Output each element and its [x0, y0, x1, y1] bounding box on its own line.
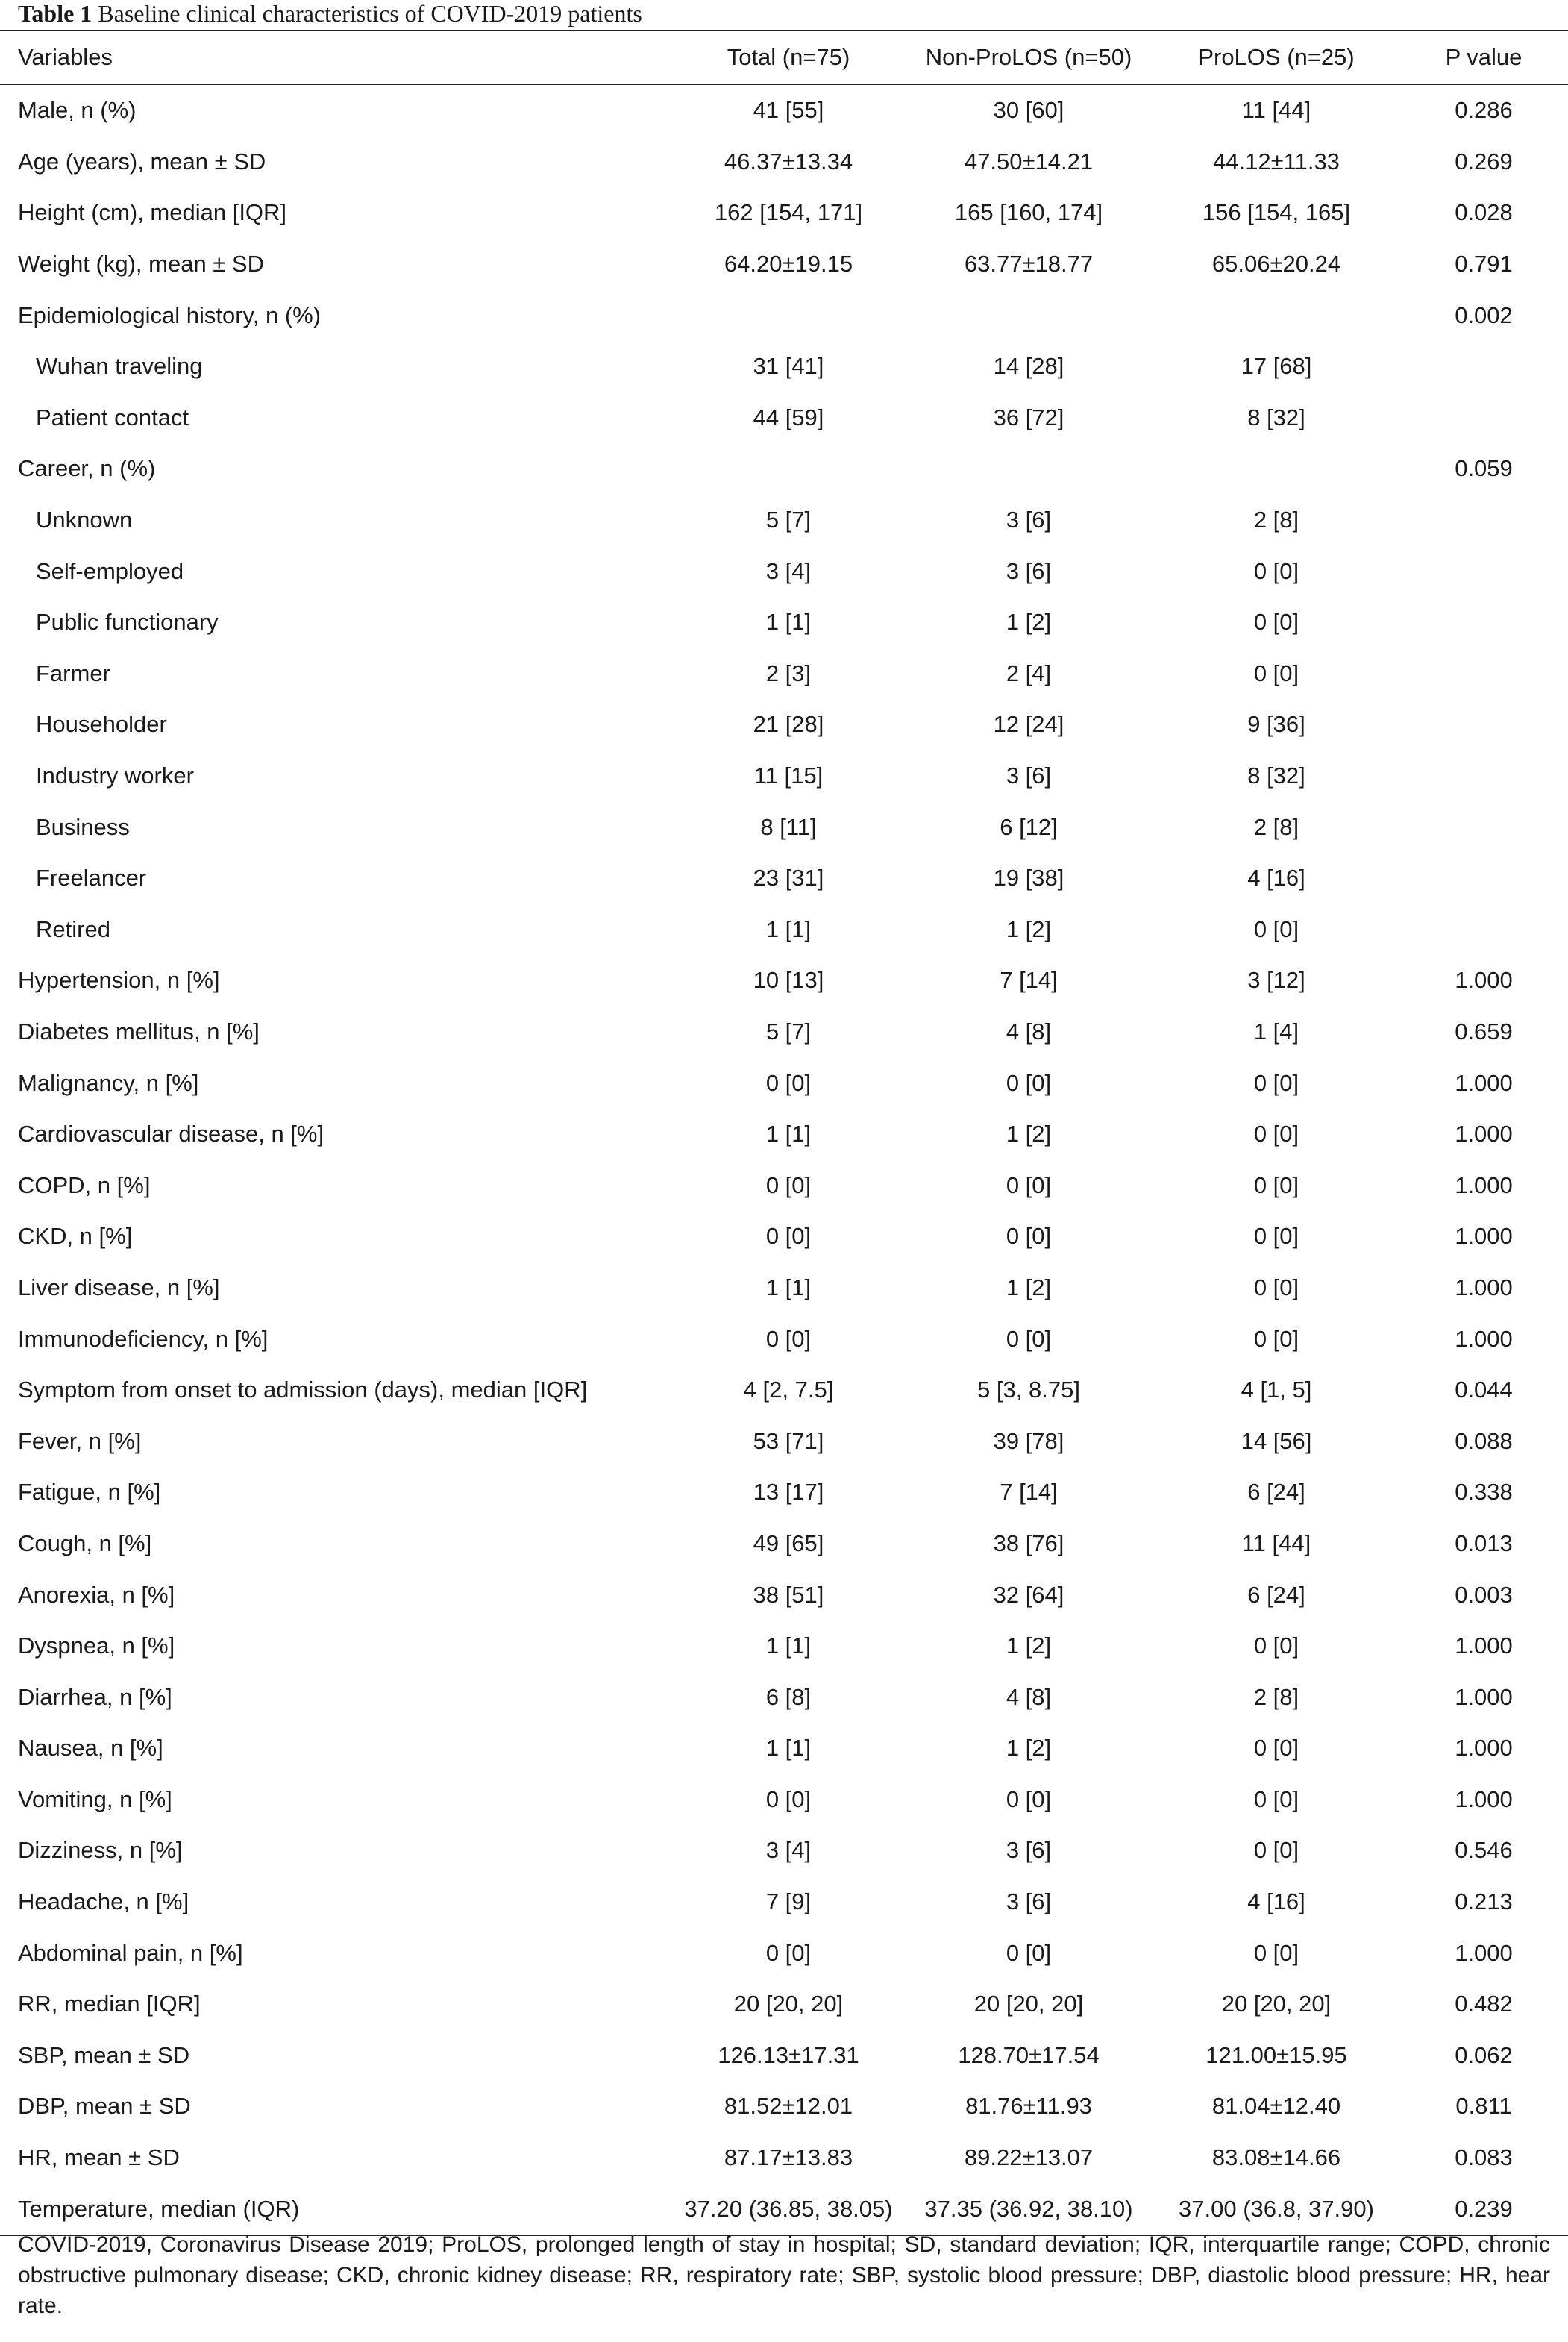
cell-prolos: 2 [8]	[1253, 813, 1299, 840]
cell-p-value: 0.811	[1455, 2093, 1512, 2120]
cell-non-prolos: 128.70±17.54	[958, 2041, 1100, 2068]
table-row	[0, 495, 1568, 546]
cell-total: 13 [17]	[753, 1479, 824, 1506]
table-row	[0, 1825, 1568, 1876]
cell-prolos: 3 [12]	[1247, 967, 1305, 994]
cell-variable: Cough, n [%]	[18, 1529, 152, 1556]
cell-non-prolos: 1 [2]	[1006, 1121, 1052, 1147]
cell-variable: Career, n (%)	[18, 455, 156, 482]
cell-variable: Epidemiological history, n (%)	[18, 301, 322, 328]
table-row	[0, 2030, 1568, 2082]
cell-total: 87.17±13.83	[724, 2144, 853, 2171]
cell-p-value: 0.028	[1455, 199, 1513, 226]
cell-prolos: 0 [0]	[1253, 915, 1299, 942]
cell-prolos: 11 [44]	[1241, 97, 1311, 124]
cell-total: 4 [2, 7.5]	[743, 1377, 834, 1403]
cell-prolos: 4 [16]	[1247, 1888, 1305, 1915]
table-footnote: COVID-2019, Coronavirus Disease 2019; ProLOS, prolonged length of stay in hospital; SD, standard deviation; IQR, interquartile range; COPD, chronic obstructive pulmonary disease; CKD, chronic kidney disease; RR, respiratory rate; SBP, systolic blood pressure; DBP, diastolic blood pressure; HR, hear rate.	[18, 2232, 1550, 2318]
cell-p-value: 1.000	[1455, 1939, 1513, 1966]
cell-total: 126.13±17.31	[718, 2041, 859, 2068]
cell-non-prolos: 0 [0]	[1006, 1325, 1052, 1352]
cell-non-prolos: 36 [72]	[993, 404, 1064, 430]
cell-non-prolos: 63.77±18.77	[964, 251, 1094, 278]
table-row	[0, 84, 1568, 137]
cell-p-value	[1399, 648, 1568, 700]
table-row	[0, 597, 1568, 648]
cell-prolos: 2 [8]	[1253, 1683, 1299, 1710]
cell-p-value: 0.239	[1399, 2183, 1568, 2235]
header-row	[0, 31, 1568, 84]
cell-total: 5 [7]	[765, 507, 812, 533]
table-row	[0, 1211, 1568, 1262]
cell-p-value	[1399, 392, 1568, 444]
cell-prolos: 8 [32]	[1247, 404, 1305, 430]
cell-p-value	[1399, 341, 1568, 392]
cell-prolos: 4 [16]	[1247, 865, 1305, 892]
table-row	[0, 2081, 1568, 2132]
cell-p-value: 0.338	[1455, 1479, 1513, 1506]
cell-variable: Dyspnea, n [%]	[18, 1632, 175, 1659]
table-row	[0, 2183, 1568, 2235]
cell-p-value: 0.286	[1455, 97, 1513, 124]
cell-prolos: 37.00 (36.8, 37.90)	[1153, 2183, 1399, 2235]
cell-non-prolos: 1 [2]	[1006, 609, 1052, 636]
table-row	[0, 955, 1568, 1006]
table-row	[0, 545, 1568, 597]
cell-total: 5 [7]	[765, 1018, 812, 1045]
cell-variable: Householder	[36, 711, 167, 738]
cell-variable: Weight (kg), mean ± SD	[18, 251, 264, 278]
cell-prolos: 0 [0]	[1253, 1837, 1299, 1864]
cell-p-value: 0.088	[1455, 1427, 1513, 1454]
cell-prolos: 8 [32]	[1247, 763, 1305, 789]
cell-p-value	[1399, 904, 1568, 956]
cell-total: 1 [1]	[765, 915, 812, 942]
cell-p-value: 1.000	[1455, 1735, 1513, 1762]
cell-prolos: 0 [0]	[1253, 1274, 1299, 1300]
table-row	[0, 1467, 1568, 1518]
cell-non-prolos: 3 [6]	[1006, 1837, 1052, 1864]
cell-variable: Fever, n [%]	[18, 1427, 142, 1454]
cell-p-value: 0.083	[1455, 2144, 1513, 2171]
table-row	[0, 1518, 1568, 1570]
cell-non-prolos: 6 [12]	[1000, 813, 1058, 840]
cell-total: 0 [0]	[765, 1171, 812, 1198]
cell-p-value: 0.791	[1455, 251, 1513, 278]
table-row	[0, 443, 1568, 495]
table-row	[0, 904, 1568, 956]
cell-prolos: 4 [1, 5]	[1241, 1377, 1312, 1403]
cell-total	[673, 289, 904, 341]
cell-p-value: 1.000	[1455, 1274, 1513, 1300]
cell-variable: Fatigue, n [%]	[18, 1479, 161, 1506]
cell-variable: Freelancer	[36, 865, 147, 892]
cell-p-value: 0.059	[1455, 455, 1513, 482]
cell-total: 64.20±19.15	[724, 251, 853, 278]
cell-p-value: 0.659	[1455, 1018, 1513, 1045]
cell-p-value: 0.482	[1455, 1991, 1513, 2017]
table-row	[0, 392, 1568, 444]
cell-variable: Hypertension, n [%]	[18, 967, 220, 994]
cell-total: 1 [1]	[765, 1121, 812, 1147]
cell-total: 31 [41]	[753, 353, 824, 380]
table-row	[0, 699, 1568, 751]
table-row	[0, 187, 1568, 239]
cell-prolos: 2 [8]	[1253, 507, 1299, 533]
cell-non-prolos: 3 [6]	[1006, 507, 1052, 533]
table-row	[0, 1415, 1568, 1467]
table-caption-text: Baseline clinical characteristics of COVID-2019 patients	[98, 0, 642, 27]
cell-prolos	[1153, 443, 1399, 495]
cell-variable: HR, mean ± SD	[18, 2144, 180, 2171]
cell-total: 46.37±13.34	[724, 148, 853, 175]
cell-total: 23 [31]	[753, 865, 824, 892]
cell-prolos: 121.00±15.95	[1205, 2041, 1347, 2068]
cell-total: 81.52±12.01	[724, 2093, 853, 2120]
cell-variable: Wuhan traveling	[36, 353, 203, 380]
cell-total: 0 [0]	[765, 1325, 812, 1352]
cell-variable: Age (years), mean ± SD	[18, 148, 266, 175]
table-row	[0, 137, 1568, 188]
cell-non-prolos: 0 [0]	[1006, 1223, 1052, 1250]
cell-p-value: 1.000	[1455, 1683, 1513, 1710]
cell-variable: Self-employed	[36, 557, 184, 584]
cell-non-prolos: 3 [6]	[1006, 1888, 1052, 1915]
cell-non-prolos: 2 [4]	[1006, 660, 1052, 686]
cell-prolos: 156 [154, 165]	[1202, 199, 1351, 226]
cell-p-value	[1399, 495, 1568, 546]
cell-non-prolos: 37.35 (36.92, 38.10)	[904, 2183, 1153, 2235]
table-row	[0, 2132, 1568, 2184]
cell-total: 0 [0]	[765, 1785, 812, 1812]
cell-non-prolos: 3 [6]	[1006, 557, 1052, 584]
cell-p-value	[1399, 751, 1568, 802]
cell-prolos: 0 [0]	[1253, 1632, 1299, 1659]
cell-variable: Symptom from onset to admission (days), median [IQR]	[18, 1377, 588, 1403]
cell-prolos: 0 [0]	[1253, 1223, 1299, 1250]
cell-prolos: 65.06±20.24	[1211, 251, 1341, 278]
table-row	[0, 1313, 1568, 1365]
cell-total: 44 [59]	[753, 404, 824, 430]
cell-p-value	[1399, 545, 1568, 597]
cell-prolos: 0 [0]	[1253, 1785, 1299, 1812]
cell-variable: Diabetes mellitus, n [%]	[18, 1018, 260, 1045]
cell-variable: Temperature, median (IQR)	[0, 2183, 673, 2235]
cell-variable: Cardiovascular disease, n [%]	[18, 1121, 324, 1147]
cell-total	[673, 443, 904, 495]
cell-non-prolos: 89.22±13.07	[964, 2144, 1094, 2171]
cell-variable: Anorexia, n [%]	[18, 1581, 175, 1608]
cell-non-prolos: 1 [2]	[1006, 1735, 1052, 1762]
table-row	[0, 853, 1568, 904]
cell-non-prolos: 81.76±11.93	[965, 2093, 1092, 2120]
table-row	[0, 1365, 1568, 1416]
cell-variable: Public functionary	[36, 609, 219, 636]
table-row	[0, 1876, 1568, 1928]
table-row	[0, 1927, 1568, 1979]
table-row	[0, 1109, 1568, 1160]
table-row	[0, 1774, 1568, 1826]
cell-non-prolos: 0 [0]	[1006, 1069, 1052, 1096]
cell-prolos: 11 [44]	[1241, 1529, 1311, 1556]
cell-total: 0 [0]	[765, 1223, 812, 1250]
cell-variable: RR, median [IQR]	[18, 1991, 201, 2017]
cell-total: 8 [11]	[760, 813, 817, 840]
cell-variable: Industry worker	[36, 763, 194, 789]
cell-p-value: 0.013	[1455, 1529, 1513, 1556]
cell-total: 7 [9]	[765, 1888, 812, 1915]
cell-non-prolos	[904, 289, 1153, 341]
cell-non-prolos	[904, 443, 1153, 495]
cell-prolos: 9 [36]	[1247, 711, 1305, 738]
cell-p-value	[1399, 853, 1568, 904]
cell-non-prolos: 7 [14]	[1000, 967, 1058, 994]
cell-p-value: 1.000	[1455, 1325, 1513, 1352]
cell-total: 11 [15]	[753, 763, 824, 789]
cell-non-prolos: 20 [20, 20]	[973, 1991, 1084, 2017]
cell-p-value: 0.269	[1455, 148, 1513, 175]
cell-variable: Nausea, n [%]	[18, 1735, 163, 1762]
cell-variable: Headache, n [%]	[18, 1888, 189, 1915]
cell-prolos: 6 [24]	[1247, 1581, 1305, 1608]
cell-prolos: 1 [4]	[1253, 1018, 1299, 1045]
cell-p-value: 0.062	[1455, 2041, 1513, 2068]
cell-p-value: 0.546	[1455, 1837, 1513, 1864]
table-row	[0, 289, 1568, 341]
cell-variable: Diarrhea, n [%]	[18, 1683, 172, 1710]
cell-total: 37.20 (36.85, 38.05)	[673, 2183, 904, 2235]
cell-total: 38 [51]	[753, 1581, 824, 1608]
cell-p-value	[1399, 699, 1568, 751]
cell-total: 49 [65]	[753, 1529, 824, 1556]
cell-non-prolos: 165 [160, 174]	[954, 199, 1103, 226]
cell-variable: Male, n (%)	[18, 97, 137, 124]
cell-total: 1 [1]	[765, 1735, 812, 1762]
baseline-characteristics-table	[0, 30, 1568, 2236]
cell-prolos: 0 [0]	[1253, 1121, 1299, 1147]
cell-total: 2 [3]	[765, 660, 812, 686]
cell-total: 0 [0]	[765, 1069, 812, 1096]
cell-prolos: 0 [0]	[1253, 660, 1299, 686]
cell-prolos: 0 [0]	[1253, 557, 1299, 584]
cell-non-prolos: 32 [64]	[993, 1581, 1064, 1608]
table-row	[0, 1569, 1568, 1621]
cell-p-value: 0.003	[1455, 1581, 1513, 1608]
table-row	[0, 801, 1568, 853]
cell-total: 10 [13]	[753, 967, 824, 994]
table-row	[0, 1006, 1568, 1058]
cell-non-prolos: 38 [76]	[993, 1529, 1064, 1556]
cell-total: 3 [4]	[765, 557, 812, 584]
cell-total: 1 [1]	[765, 1632, 812, 1659]
table-row	[0, 1159, 1568, 1211]
table-row	[0, 1057, 1568, 1109]
cell-p-value	[1399, 597, 1568, 648]
cell-prolos: 20 [20, 20]	[1221, 1991, 1332, 2017]
cell-variable: Malignancy, n [%]	[18, 1069, 199, 1096]
cell-non-prolos: 39 [78]	[993, 1427, 1064, 1454]
cell-variable: Immunodeficiency, n [%]	[18, 1325, 269, 1352]
cell-prolos: 0 [0]	[1253, 1939, 1299, 1966]
cell-non-prolos: 7 [14]	[1000, 1479, 1058, 1506]
cell-non-prolos: 14 [28]	[993, 353, 1064, 380]
table-row	[0, 751, 1568, 802]
cell-prolos: 83.08±14.66	[1211, 2144, 1341, 2171]
cell-variable: SBP, mean ± SD	[18, 2041, 190, 2068]
cell-non-prolos: 5 [3, 8.75]	[977, 1377, 1080, 1403]
cell-p-value: 0.213	[1455, 1888, 1513, 1915]
cell-p-value: 1.000	[1455, 1121, 1513, 1147]
cell-prolos: 0 [0]	[1253, 1735, 1299, 1762]
table-row	[0, 1621, 1568, 1672]
cell-total: 162 [154, 171]	[714, 199, 863, 226]
cell-non-prolos: 3 [6]	[1006, 763, 1052, 789]
cell-prolos: 0 [0]	[1253, 1325, 1299, 1352]
column-header-non-prolos: Non-ProLOS (n=50)	[904, 31, 1153, 84]
cell-p-value: 0.002	[1455, 301, 1513, 328]
cell-variable: Dizziness, n [%]	[18, 1837, 183, 1864]
cell-prolos: 14 [56]	[1241, 1427, 1312, 1454]
cell-non-prolos: 1 [2]	[1006, 915, 1052, 942]
cell-total: 20 [20, 20]	[733, 1991, 844, 2017]
cell-variable: Liver disease, n [%]	[18, 1274, 220, 1300]
cell-p-value	[1399, 801, 1568, 853]
cell-prolos: 0 [0]	[1253, 609, 1299, 636]
cell-total: 0 [0]	[765, 1939, 812, 1966]
cell-non-prolos: 12 [24]	[993, 711, 1064, 738]
cell-variable: Abdominal pain, n [%]	[18, 1939, 243, 1966]
cell-prolos: 6 [24]	[1247, 1479, 1305, 1506]
cell-p-value: 1.000	[1455, 1632, 1513, 1659]
cell-non-prolos: 0 [0]	[1006, 1939, 1052, 1966]
cell-prolos: 0 [0]	[1253, 1069, 1299, 1096]
table-row	[0, 341, 1568, 392]
cell-variable: Farmer	[36, 660, 110, 686]
cell-total: 1 [1]	[765, 1274, 812, 1300]
cell-variable: Retired	[36, 915, 110, 942]
cell-total: 53 [71]	[753, 1427, 824, 1454]
cell-variable: Unknown	[36, 507, 133, 533]
cell-non-prolos: 30 [60]	[993, 97, 1064, 124]
cell-total: 3 [4]	[765, 1837, 812, 1864]
cell-non-prolos: 0 [0]	[1006, 1785, 1052, 1812]
column-header-variables: Variables	[0, 31, 673, 84]
column-header-prolos: ProLOS (n=25)	[1153, 31, 1399, 84]
cell-non-prolos: 47.50±14.21	[964, 148, 1094, 175]
cell-p-value: 0.044	[1455, 1377, 1513, 1403]
cell-prolos: 0 [0]	[1253, 1171, 1299, 1198]
cell-p-value: 1.000	[1455, 1171, 1513, 1198]
cell-non-prolos: 4 [8]	[1006, 1683, 1052, 1710]
cell-prolos	[1153, 289, 1399, 341]
cell-non-prolos: 1 [2]	[1006, 1632, 1052, 1659]
cell-non-prolos: 4 [8]	[1006, 1018, 1052, 1045]
cell-p-value: 1.000	[1455, 1069, 1513, 1096]
table-row	[0, 1671, 1568, 1723]
cell-prolos: 17 [68]	[1241, 353, 1312, 380]
table-row	[0, 1262, 1568, 1314]
cell-p-value: 1.000	[1455, 1223, 1513, 1250]
cell-non-prolos: 1 [2]	[1006, 1274, 1052, 1300]
table-caption-label: Table 1	[18, 0, 92, 27]
cell-p-value: 1.000	[1455, 1785, 1513, 1812]
cell-total: 41 [55]	[753, 97, 824, 124]
cell-p-value: 1.000	[1455, 967, 1513, 994]
cell-variable: CKD, n [%]	[18, 1223, 133, 1250]
table-row	[0, 239, 1568, 290]
cell-variable: Business	[36, 813, 130, 840]
table-row	[0, 1723, 1568, 1774]
cell-total: 6 [8]	[765, 1683, 812, 1710]
cell-variable: Height (cm), median [IQR]	[18, 199, 287, 226]
cell-variable: COPD, n [%]	[18, 1171, 151, 1198]
table-row	[0, 648, 1568, 700]
cell-variable: DBP, mean ± SD	[18, 2093, 191, 2120]
column-header-total: Total (n=75)	[673, 31, 904, 84]
cell-prolos: 81.04±12.40	[1211, 2093, 1341, 2120]
cell-variable: Patient contact	[36, 404, 189, 430]
table-caption	[18, 0, 642, 30]
table-row	[0, 1979, 1568, 2030]
cell-total: 21 [28]	[753, 711, 824, 738]
table-body	[0, 84, 1568, 2235]
cell-total: 1 [1]	[765, 609, 812, 636]
cell-prolos: 44.12±11.33	[1213, 148, 1340, 175]
cell-non-prolos: 0 [0]	[1006, 1171, 1052, 1198]
cell-non-prolos: 19 [38]	[993, 865, 1064, 892]
column-header-p-value: P value	[1399, 31, 1568, 84]
cell-variable: Vomiting, n [%]	[18, 1785, 172, 1812]
